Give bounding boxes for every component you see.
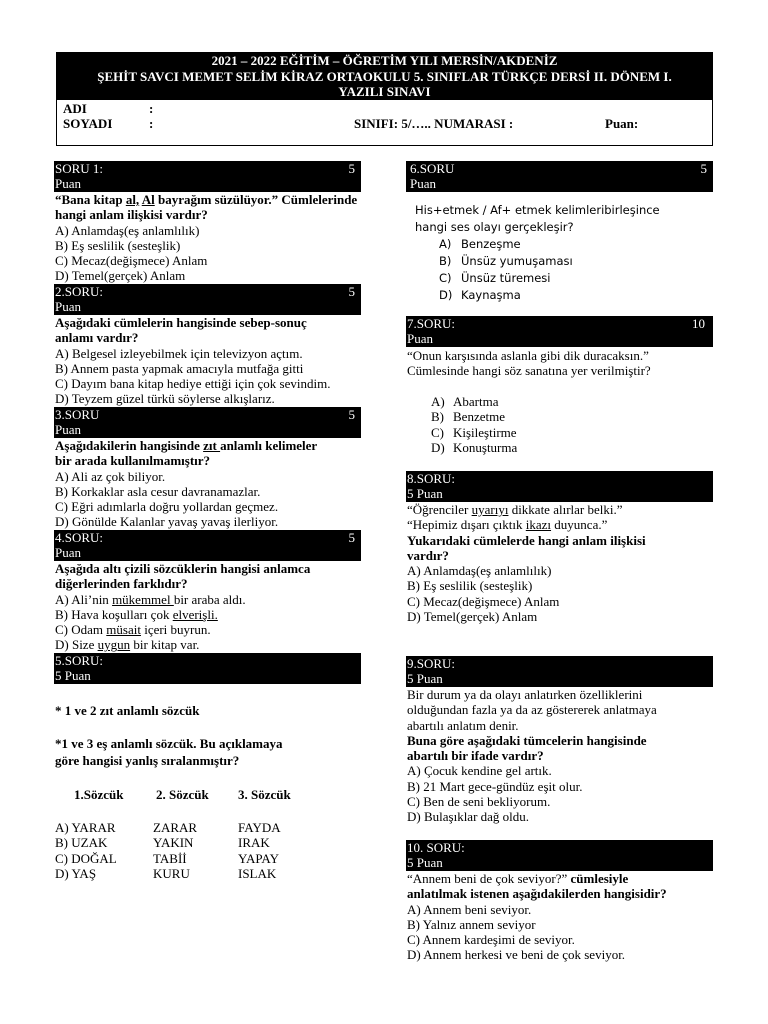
question-10-option-b: B) Yalnız annem seviyor (407, 916, 536, 932)
question-3-option-a: A) Ali az çok biliyor. (55, 468, 166, 484)
question-1-points: 5 (348, 161, 355, 176)
question-3-puan: Puan (55, 422, 81, 437)
question-4-body (55, 561, 310, 653)
cell: ISLAK (238, 865, 277, 881)
question-3-option-c: C) Eğri adımlarla doğru yollardan geçmez. (55, 499, 279, 515)
question-7-puan: Puan (407, 331, 433, 346)
surname-colon: : (149, 116, 154, 131)
question-2-option-a: A) Belgesel izleyebilmek için televizyon açtım. (55, 345, 303, 361)
question-2-title: 2.SORU: (55, 284, 104, 299)
question-5-rule-2: *1 ve 3 eş anlamlı sözcük. Bu açıklamaya (55, 736, 283, 751)
question-5-col-header-2: 2. Sözcük (156, 787, 209, 802)
question-2-header (54, 284, 361, 315)
question-1-option-a: A) Anlamdaş(eş anlamlılık) (55, 222, 200, 238)
question-10-stem-2: anlatılmak istenen aşağıdakilerden hangisidir? (407, 886, 667, 902)
exam-title-line-1: 2021 – 2022 EĞİTİM – ÖĞRETİM YILI MERSİN/AKDENİZ (211, 53, 558, 68)
cell: FAYDA (238, 820, 281, 835)
question-4-option-b: B) Hava koşulları çok elverişli. (55, 606, 218, 622)
question-10-puan: 5 Puan (407, 855, 443, 870)
question-3-points: 5 (348, 407, 355, 422)
question-7-option-c: C) Kişileştirme (431, 424, 517, 440)
question-1-title: SORU 1: (55, 161, 104, 176)
question-8-option-d: D) Temel(gerçek) Anlam (407, 609, 538, 625)
cell: D) YAŞ (55, 865, 97, 881)
question-6-stem-2: hangi ses olayı gerçekleşir? (415, 220, 574, 234)
question-9-body (407, 687, 657, 825)
question-8-puan: 5 Puan (407, 486, 443, 501)
question-5-rule-1: * 1 ve 2 zıt anlamlı sözcük (55, 703, 200, 718)
question-4-option-a: A) Ali’nin mükemmel bir araba aldı. (55, 591, 246, 607)
question-7-stem: “Onun karşısında aslanla gibi dik duracaksın.” (407, 348, 649, 363)
question-6-stem: His+etmek / Af+ etmek kelimleribirleşince (415, 203, 660, 217)
question-4-puan: Puan (55, 545, 81, 560)
question-4-title: 4.SORU: (55, 530, 104, 545)
question-8-body (407, 502, 646, 624)
question-5-title: 5.SORU: (55, 653, 104, 668)
question-6-option-b: B) Ünsüz yumuşaması (439, 254, 573, 268)
question-5-stem: göre hangisi yanlış sıralanmıştır? (55, 753, 240, 768)
question-10-option-c: C) Annem kardeşimi de seviyor. (407, 932, 575, 948)
question-8-stem-2: vardır? (407, 547, 449, 563)
cell: TABİİ (153, 850, 187, 866)
cell: YAPAY (238, 850, 279, 866)
question-8-title: 8.SORU: (407, 471, 456, 486)
exam-title-line-2: ŞEHİT SAVCI MEMET SELİM KİRAZ ORTAOKULU 5. SINIFLAR TÜRKÇE DERSİ II. DÖNEM I. (97, 68, 672, 84)
score-label: Puan: (605, 116, 639, 131)
question-9-header (406, 656, 713, 687)
question-1-option-b: B) Eş seslilik (sesteşlik) (55, 237, 181, 253)
question-7-option-a: A) Abartma (431, 394, 499, 409)
question-6-body (415, 202, 660, 304)
question-4-option-c: C) Odam müsait içeri buyrun. (55, 622, 211, 638)
question-10-body (407, 871, 667, 963)
question-4-header (54, 530, 361, 561)
question-7-stem-2: Cümlesinde hangi söz sanatına yer verilmiştir? (407, 363, 651, 379)
question-1-header (54, 161, 361, 192)
question-5-row-b (55, 835, 281, 850)
question-5-col-header-3: 3. Sözcük (238, 787, 291, 802)
student-info-box (56, 99, 713, 146)
exam-title-line-3: YAZILI SINAVI (338, 84, 431, 99)
question-10-header (406, 840, 713, 871)
question-7-points: 10 (692, 316, 705, 331)
question-10-title: 10. SORU: (407, 840, 465, 855)
question-2-option-c: C) Dayım bana kitap hediye ettiği için çok sevindim. (55, 376, 331, 392)
question-1-option-d: D) Temel(gerçek) Anlam (55, 268, 186, 284)
question-8-sentence-1: “Öğrenciler uyarıyı dikkate alırlar belki.” (407, 502, 623, 517)
question-8-header (406, 471, 713, 502)
question-2-stem-2: anlamı vardır? (55, 330, 139, 346)
question-3-body (55, 438, 317, 530)
question-2-option-b: B) Annem pasta yapmak amacıyla mutfağa gitti (55, 360, 304, 376)
question-9-paragraph-3: abartılı anlatım denir. (407, 717, 519, 733)
question-9-paragraph-1: Bir durum ya da olayı anlatırken özelliklerini (407, 687, 643, 702)
question-7-title: 7.SORU: (407, 316, 456, 331)
question-6-option-c: C) Ünsüz türemesi (439, 271, 551, 285)
question-4-points: 5 (348, 530, 355, 545)
question-4-option-d: D) Size uygun bir kitap var. (55, 637, 200, 653)
question-5-row-a (55, 820, 281, 835)
question-5-row-c (55, 851, 281, 866)
question-3-option-d: D) Gönülde Kalanlar yavaş yavaş ilerliyor. (55, 514, 279, 530)
question-6-option-d: D) Kaynaşma (439, 288, 521, 302)
question-7-options (407, 394, 517, 455)
question-8-option-a: A) Anlamdaş(eş anlamlılık) (407, 563, 552, 579)
question-7-body (407, 348, 651, 379)
name-label: ADI (63, 101, 87, 116)
surname-label: SOYADI (63, 116, 113, 131)
question-7-option-d: D) Konuşturma (431, 439, 518, 455)
question-8-stem: Yukarıdaki cümlelerde hangi anlam ilişkisi (407, 532, 646, 548)
question-2-points: 5 (348, 284, 355, 299)
cell: KURU (153, 865, 190, 881)
question-8-sentence-2: “Hepimiz dışarı çıktık ikazı duyunca.” (407, 517, 608, 533)
question-6-option-a: A) Benzeşme (439, 237, 521, 251)
question-5-header (54, 653, 361, 684)
question-10-option-d: D) Annem herkesi ve beni de çok seviyor. (407, 947, 626, 963)
question-10-stem: “Annem beni de çok seviyor?” cümlesiyle (407, 871, 629, 886)
question-1-puan: Puan (55, 176, 81, 191)
question-9-paragraph-2: olduğundan fazla ya da az göstererek anlatmaya (407, 702, 657, 718)
question-7-header (406, 316, 713, 347)
question-5-puan: 5 Puan (55, 668, 91, 683)
question-2-option-d: D) Teyzem güzel türkü söylerse alkışlarız. (55, 391, 275, 407)
cell: YAKIN (153, 835, 194, 851)
cell: ZARAR (153, 820, 198, 835)
question-5-table (55, 820, 281, 881)
question-1-body (55, 192, 357, 284)
cell: A) YARAR (55, 820, 116, 835)
cell: B) UZAK (55, 835, 108, 851)
question-8-option-c: C) Mecaz(değişmece) Anlam (407, 593, 560, 609)
exam-title-banner (56, 52, 713, 99)
question-5-col-header-1: 1.Sözcük (74, 787, 124, 802)
question-9-stem: Buna göre aşağıdaki tümcelerin hangisinde (407, 732, 647, 748)
question-2-puan: Puan (55, 299, 81, 314)
question-1-stem: “Bana kitap al, Al bayrağım süzülüyor.” Cümlelerinde (55, 192, 358, 207)
question-4-stem: Aşağıda altı çizili sözcüklerin hangisi anlamca (55, 561, 311, 576)
question-6-title: 6.SORU (410, 161, 455, 176)
name-colon: : (149, 101, 154, 116)
question-1-option-c: C) Mecaz(değişmece) Anlam (55, 253, 208, 269)
question-9-stem-2: abartılı bir ifade vardır? (407, 748, 544, 764)
class-number-label: SINIFI: 5/….. NUMARASI : (354, 116, 514, 131)
question-6-points: 5 (700, 161, 707, 176)
question-5-row-d (55, 866, 281, 881)
question-2-stem: Aşağıdaki cümlelerin hangisinde sebep-sonuç (55, 315, 307, 330)
question-6-puan: Puan (410, 176, 436, 191)
question-7-option-b: B) Benzetme (431, 409, 505, 425)
question-2-body (55, 315, 330, 407)
question-3-title: 3.SORU (55, 407, 100, 422)
question-8-option-b: B) Eş seslilik (sesteşlik) (407, 578, 533, 594)
question-9-puan: 5 Puan (407, 671, 443, 686)
question-6-header (406, 161, 713, 192)
cell: IRAK (238, 835, 270, 851)
question-9-option-b: B) 21 Mart gece-gündüz eşit olur. (407, 778, 583, 794)
question-4-stem-2: diğerlerinden farklıdır? (55, 576, 188, 592)
question-10-option-a: A) Annem beni seviyor. (407, 901, 532, 917)
question-9-title: 9.SORU: (407, 656, 456, 671)
question-3-stem-2: bir arada kullanılmamıştır? (55, 453, 211, 469)
cell: C) DOĞAL (55, 850, 117, 866)
question-9-option-d: D) Bulaşıklar dağ oldu. (407, 809, 530, 825)
question-9-option-a: A) Çocuk kendine gel artık. (407, 763, 552, 779)
question-3-header (54, 407, 361, 438)
question-3-stem: Aşağıdakilerin hangisinde zıt anlamlı kelimeler (55, 438, 318, 453)
question-9-option-c: C) Ben de seni bekliyorum. (407, 794, 551, 810)
question-1-stem-2: hangi anlam ilişkisi vardır? (55, 207, 208, 223)
question-3-option-b: B) Korkaklar asla cesur davranamazlar. (55, 483, 261, 499)
